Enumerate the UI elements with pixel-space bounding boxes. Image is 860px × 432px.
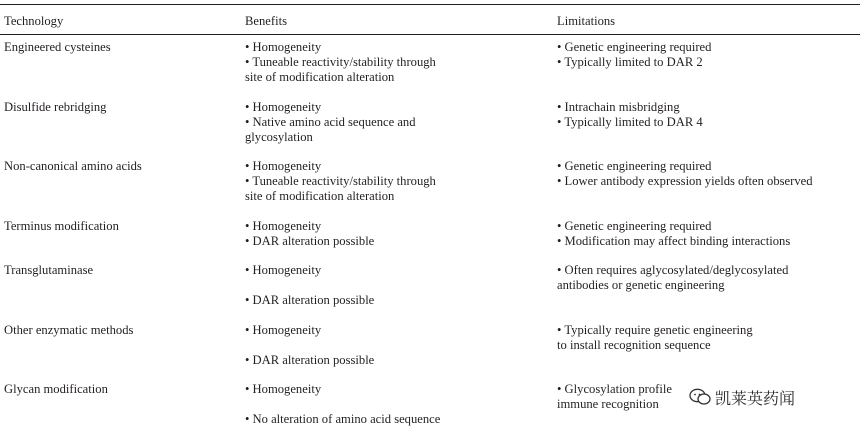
row-limitations <box>557 40 711 70</box>
row-limitations <box>557 263 788 293</box>
limitations-line: immune recognition <box>557 397 659 411</box>
row-technology: Non-canonical amino acids <box>4 159 142 173</box>
limitations-line: antibodies or genetic engineering <box>557 278 725 292</box>
limitations-line: • Intrachain misbridging <box>557 100 680 114</box>
row-technology: Disulfide rebridging <box>4 100 107 114</box>
limitations-line: • Typically limited to DAR 2 <box>557 55 703 69</box>
watermark-text: 凯莱英药闻 <box>715 388 796 408</box>
benefits-line: • Homogeneity <box>245 382 322 396</box>
limitations-line: • Typically require genetic engineering <box>557 323 753 337</box>
limitations-line: • Glycosylation profile <box>557 382 672 396</box>
limitations-line: • Often requires aglycosylated/deglycosylated <box>557 263 789 277</box>
row-limitations <box>557 100 703 130</box>
limitations-line: • Modification may affect binding interactions <box>557 234 791 248</box>
row-limitations <box>557 159 813 189</box>
row-benefits <box>245 219 374 249</box>
row-technology: Terminus modification <box>4 219 119 233</box>
limitations-line: • Typically limited to DAR 4 <box>557 115 703 129</box>
row-benefits <box>245 323 374 368</box>
table-top-rule <box>0 4 860 5</box>
benefits-line: site of modification alteration <box>245 70 395 84</box>
benefits-line: • DAR alteration possible <box>245 353 375 367</box>
benefits-line <box>245 397 440 412</box>
benefits-line: • Homogeneity <box>245 263 322 277</box>
limitations-line: to install recognition sequence <box>557 338 711 352</box>
benefits-line: • DAR alteration possible <box>245 293 375 307</box>
row-limitations <box>557 323 753 353</box>
header-technology: Technology <box>4 14 64 28</box>
benefits-line: • No alteration of amino acid sequence <box>245 412 441 426</box>
row-limitations <box>557 382 672 412</box>
benefits-line: • Tuneable reactivity/stability through <box>245 174 436 188</box>
benefits-line: • Homogeneity <box>245 100 322 114</box>
limitations-line: • Genetic engineering required <box>557 219 712 233</box>
benefits-line: • Homogeneity <box>245 159 322 173</box>
limitations-line: • Lower antibody expression yields often observed <box>557 174 813 188</box>
limitations-line: • Genetic engineering required <box>557 40 712 54</box>
header-benefits: Benefits <box>245 14 287 28</box>
benefits-line <box>245 338 374 353</box>
benefits-line <box>245 278 374 293</box>
benefits-line: • Homogeneity <box>245 219 322 233</box>
row-benefits <box>245 159 436 204</box>
row-benefits <box>245 100 416 145</box>
row-benefits <box>245 382 440 427</box>
row-limitations <box>557 219 790 249</box>
header-rule <box>0 34 860 35</box>
benefits-line: • DAR alteration possible <box>245 234 375 248</box>
row-technology: Glycan modification <box>4 382 108 396</box>
benefits-line: • Homogeneity <box>245 323 322 337</box>
benefits-line: site of modification alteration <box>245 189 395 203</box>
benefits-line: • Homogeneity <box>245 40 322 54</box>
row-benefits <box>245 263 374 308</box>
row-technology: Engineered cysteines <box>4 40 111 54</box>
benefits-line: • Native amino acid sequence and <box>245 115 416 129</box>
header-limitations: Limitations <box>557 14 616 28</box>
wechat-icon <box>689 388 711 406</box>
benefits-line: glycosylation <box>245 130 313 144</box>
row-technology: Other enzymatic methods <box>4 323 134 337</box>
watermark <box>686 384 798 410</box>
row-technology: Transglutaminase <box>4 263 94 277</box>
limitations-line: • Genetic engineering required <box>557 159 712 173</box>
benefits-line: • Tuneable reactivity/stability through <box>245 55 436 69</box>
row-benefits <box>245 40 436 85</box>
